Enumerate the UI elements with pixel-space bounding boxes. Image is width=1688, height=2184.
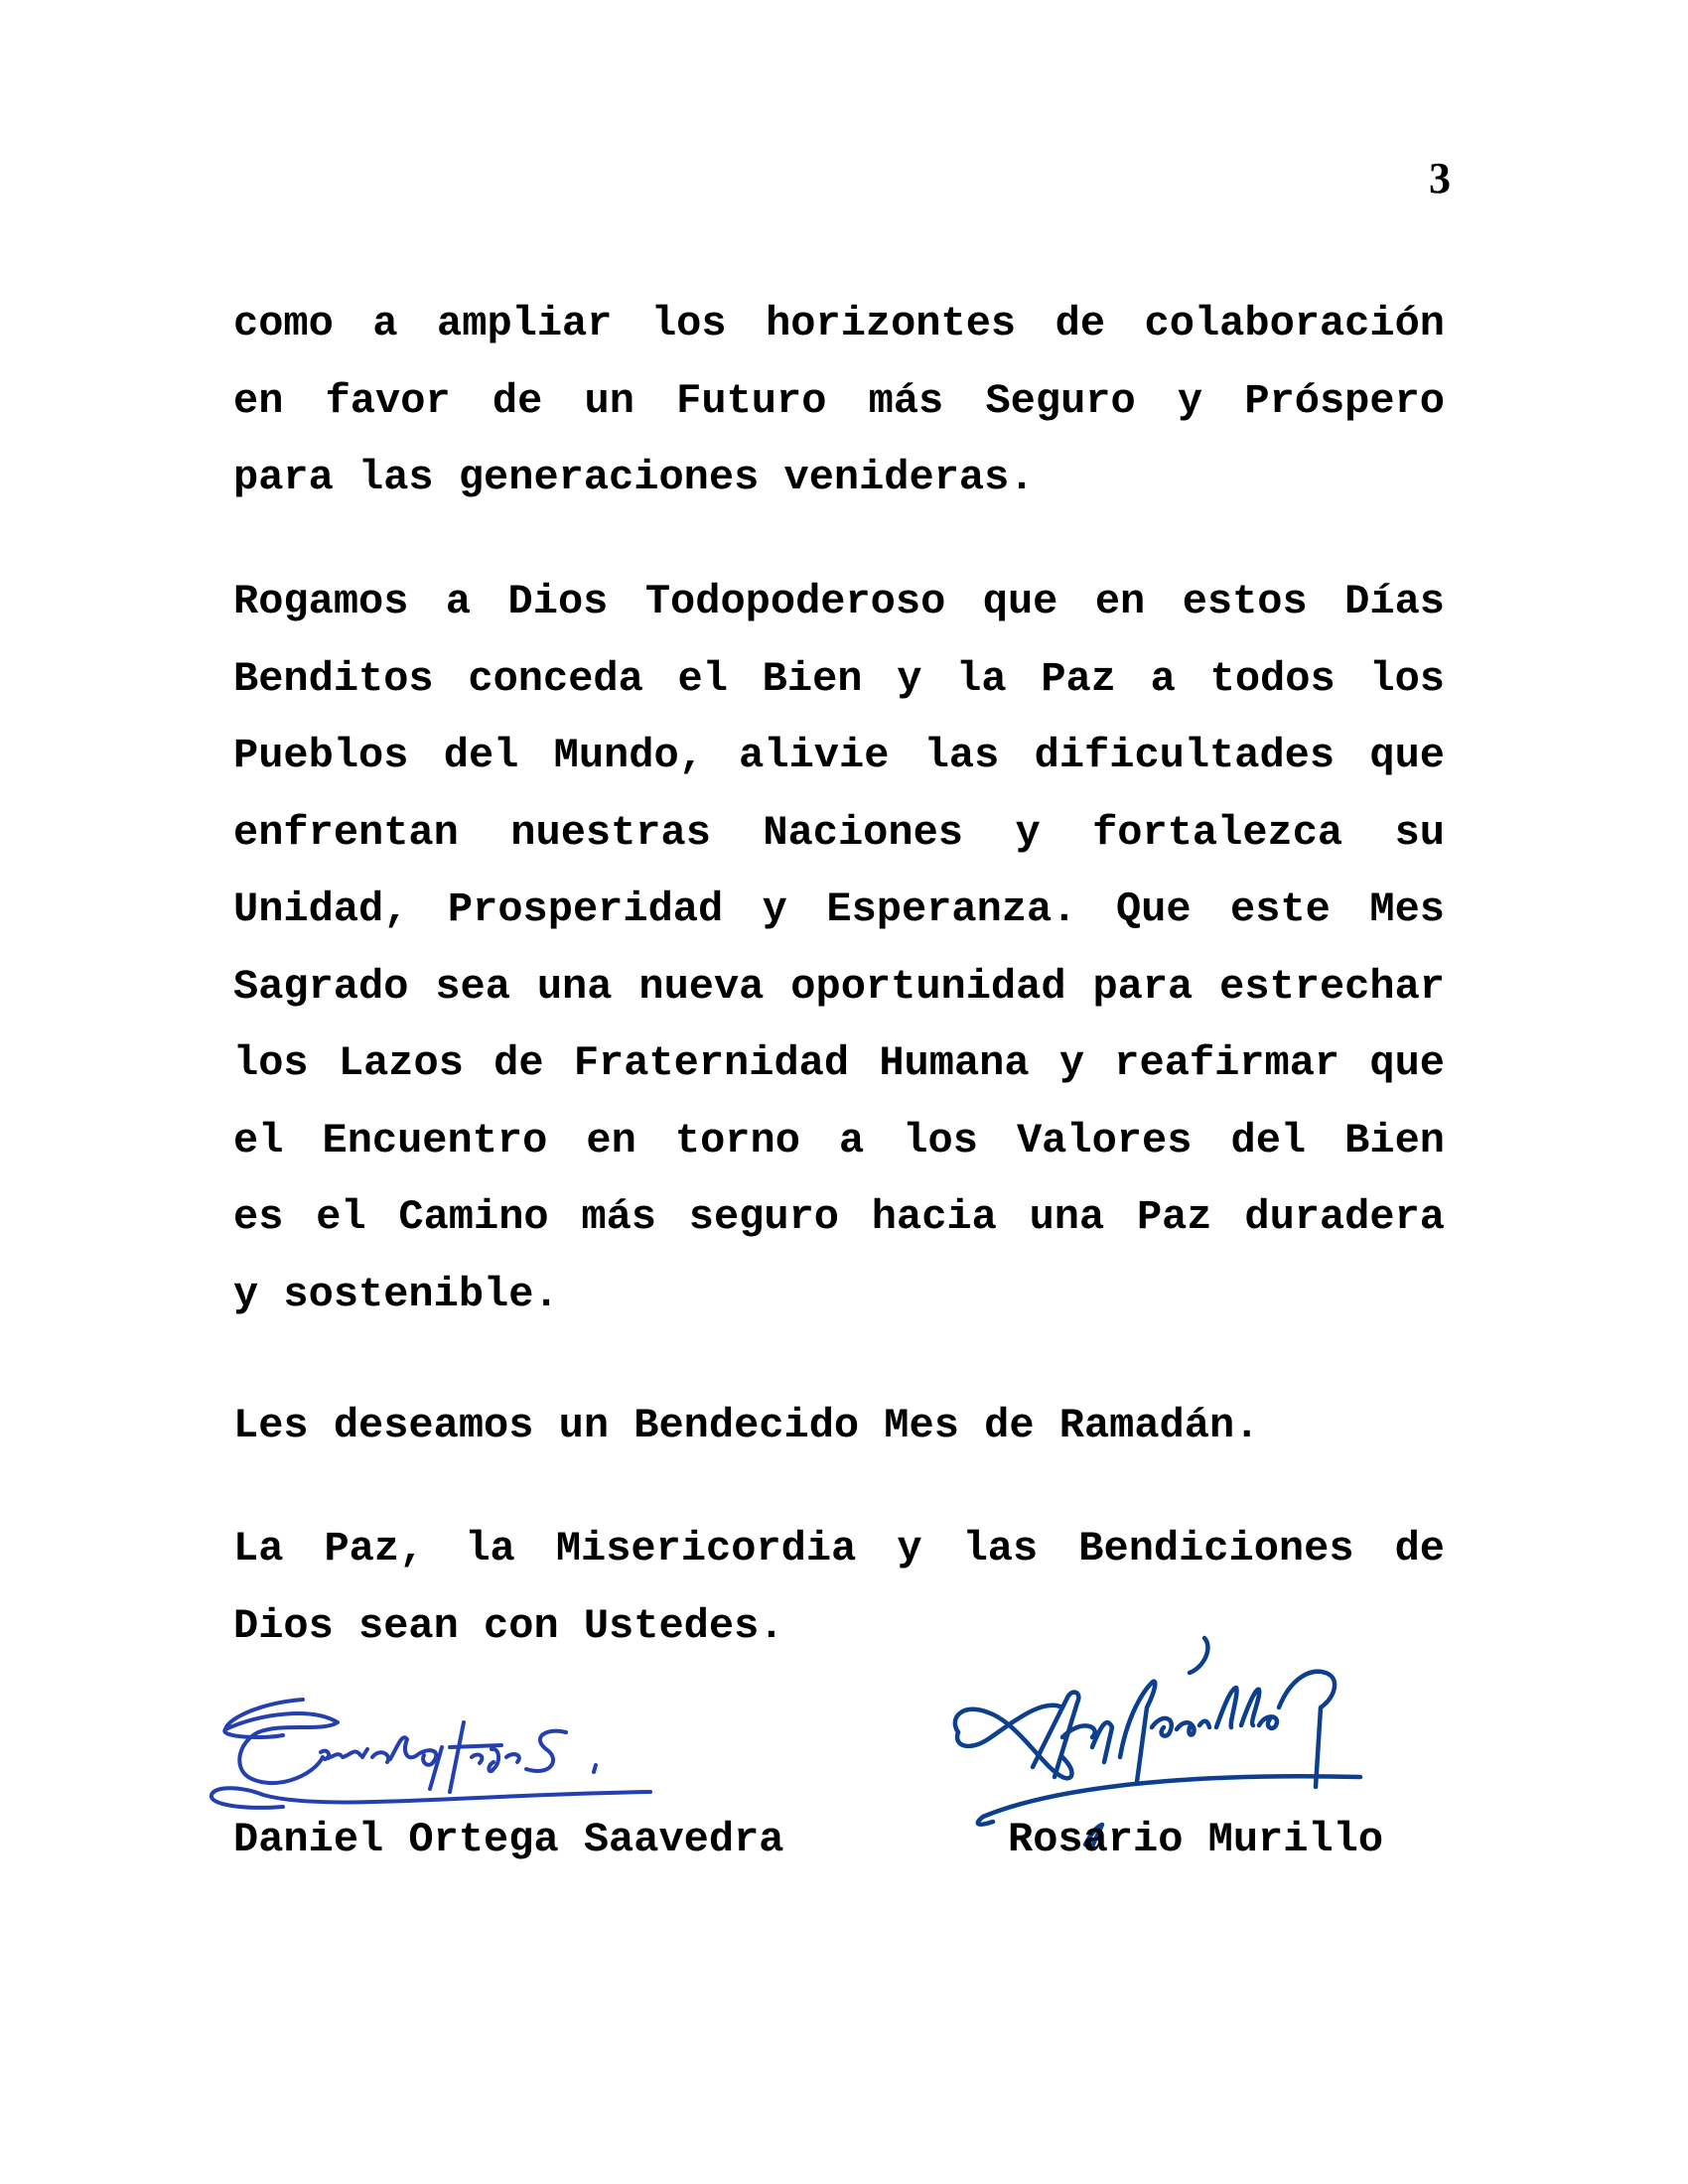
paragraph-2 (233, 564, 1445, 1333)
page-number: 3 (1429, 154, 1451, 203)
text-line: Rogamos a Dios Todopoderoso que en estos Días (233, 578, 1445, 625)
text-line: Unidad, Prosperidad y Esperanza. Que este Mes (233, 886, 1445, 933)
text-line: el Encuentro en torno a los Valores del Bien (233, 1116, 1445, 1164)
signatory-name-murillo: Rosario Murillo (1008, 1816, 1384, 1863)
text-line: Sagrado sea una nueva oportunidad para estrechar (233, 962, 1445, 1011)
text-line: Pueblos del Mundo, alivie las dificultades que (233, 732, 1445, 779)
paragraph-1 (233, 286, 1445, 517)
text-line: La Paz, la Misericordia y las Bendiciones de (233, 1525, 1445, 1572)
text-line: los Lazos de Fraternidad Humana y reafirmar que (233, 1039, 1445, 1087)
text-line: como a ampliar los horizontes de colaboración (233, 300, 1445, 347)
text-line: Les deseamos un Bendecido Mes de Ramadán. (233, 1402, 1260, 1449)
text-line: enfrentan nuestras Naciones y fortalezca su (233, 808, 1445, 857)
signature-ortega-icon (204, 1678, 849, 1827)
paragraph-3 (233, 1388, 1445, 1465)
text-line: Benditos conceda el Bien y la Paz a todos los (233, 654, 1445, 703)
text-line: es el Camino más seguro hacia una Paz duradera (233, 1193, 1445, 1241)
text-line: Dios sean con Ustedes. (233, 1601, 784, 1650)
text-line: y sostenible. (233, 1270, 559, 1318)
signatory-name-ortega: Daniel Ortega Saavedra (233, 1816, 784, 1863)
text-line: para las generaciones venideras. (233, 454, 1035, 501)
text-line: en favor de un Futuro más Seguro y Próspero (233, 376, 1445, 425)
